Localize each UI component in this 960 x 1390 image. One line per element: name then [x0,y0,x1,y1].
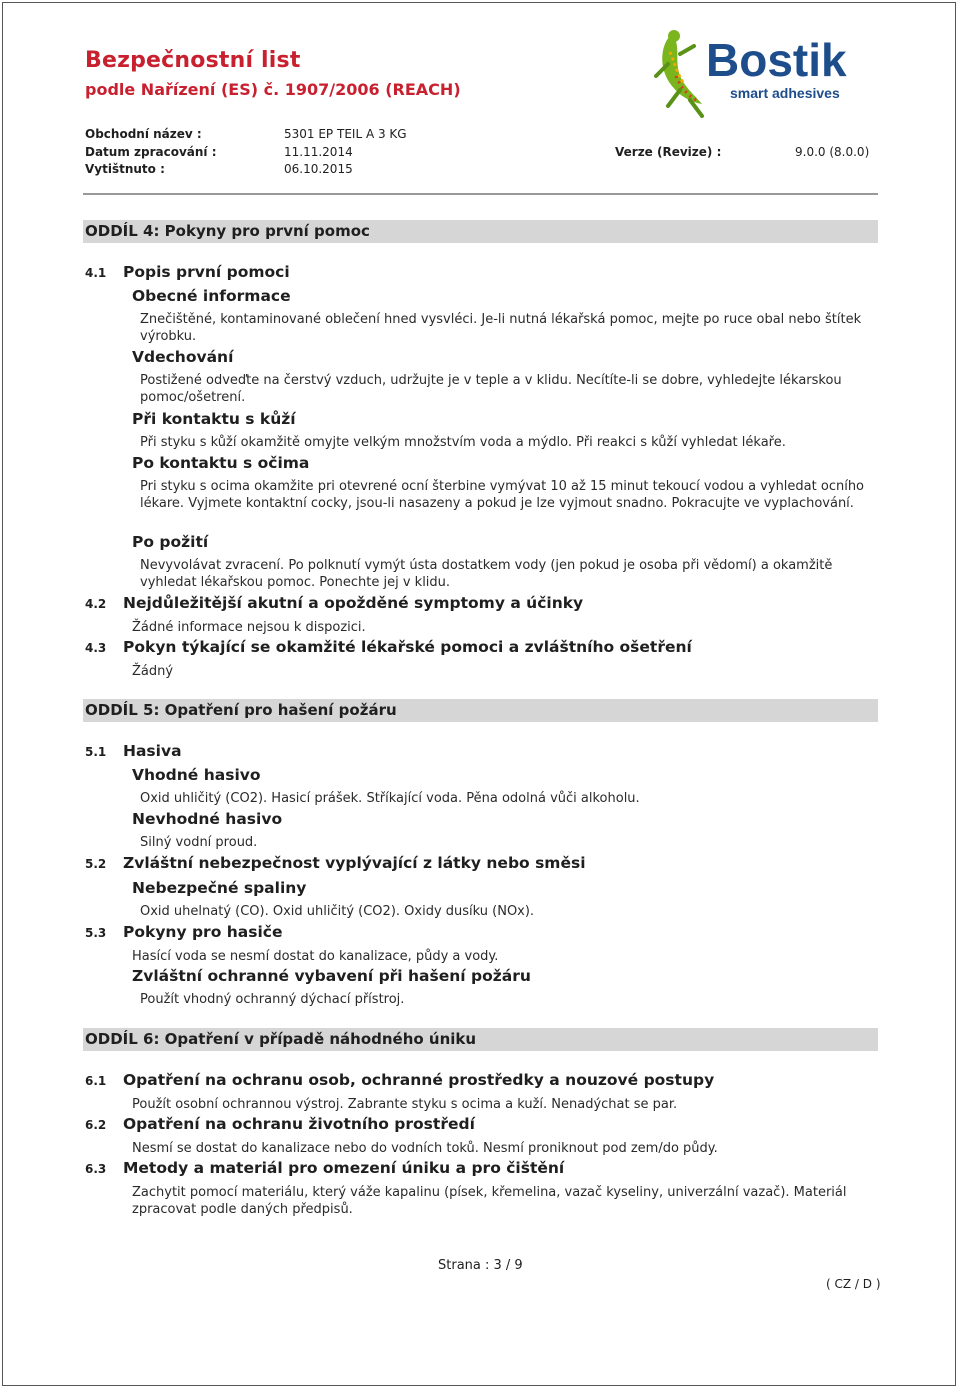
section-4-header: ODDÍL 4: Pokyny pro první pomoc [83,220,878,243]
text-containment-methods: Zachytit pomocí materiálu, který váže kapalinu (písek, křemelina, vazač kyseliny, univerzální vazač). Materiál zpracovat podle daných předpisů. [132,1185,847,1217]
subsection-title: Metody a materiál pro omezení úniku a pro čištění [123,1159,565,1177]
subsection-title: Zvláštní nebezpečnost vyplývající z látky nebo směsi [123,854,586,872]
heading-unsuitable-media: Nevhodné hasivo [132,810,283,828]
subsection-title: Opatření na ochranu životního prostředí [123,1115,475,1133]
subsection-title: Hasiva [123,742,182,760]
printed-value: 06.10.2015 [284,162,353,176]
subsection-title: Opatření na ochranu osob, ochranné prostředky a nouzové postupy [123,1071,715,1089]
section-number: 5.1 [85,745,107,759]
date-value: 11.11.2014 [284,145,353,159]
heading-inhalation: Vdechování [132,348,234,366]
trade-name-value: 5301 EP TEIL A 3 KG [284,127,407,141]
version-label: Verze (Revize) : [615,145,722,159]
text-symptoms: Žádné informace nejsou k dispozici. [132,620,366,635]
subsection-title: Nejdůležitější akutní a opožděné symptomy a účinky [123,594,584,612]
text-environmental-precautions: Nesmí se dostat do kanalizace nebo do vodních toků. Nesmí proniknout pod zem/do půdy. [132,1141,718,1156]
subsection-title: Popis první pomoci [123,263,290,281]
section-number: 6.3 [85,1162,107,1176]
text-firefighter-advice: Hasící voda se nesmí dostat do kanalizace, půdy a vody. [132,949,499,964]
text-ingestion: Nevyvolávat zvracení. Po polknutí vymýt ústa dostatkem vody (jen pokud je osoba při vědomí) a okamžitě vyhledat lékařskou pomoc. Ponechte jej v klidu. [140,558,833,590]
page-number: Strana : 3 / 9 [438,1258,523,1273]
gecko-icon [656,30,702,116]
subsection-title: Pokyn týkající se okamžité lékařské pomoci a zvláštního ošetření [123,638,692,656]
section-number: 4.3 [85,641,107,655]
heading-eye-contact: Po kontaktu s očima [132,454,310,472]
document-title: Bezpečnostní list [85,48,301,73]
printed-label: Vytištnuto : [85,162,165,176]
text-personal-precautions: Použít osobní ochrannou výstroj. Zabrante styku s ocima a kuží. Nenadýchat se par. [132,1097,678,1112]
text-inhalation: Postižené odveďte na čerstvý vzduch, udržujte je v teple a v klidu. Necítíte-li se dobre, vyhledejte lékarskou pomoc/ošetrení. [140,373,842,405]
section-number: 4.2 [85,597,107,611]
heading-general-info: Obecné informace [132,287,291,305]
version-value: 9.0.0 (8.0.0) [795,145,870,159]
svg-text:Bostik: Bostik [706,34,847,86]
text-medical-attention: Žádný [132,664,174,679]
text-general-info: Znečištěné, kontaminované oblečení hned vysvléci. Je-li nutná lékařská pomoc, mejte po ruce obal nebo štítek výrobku. [140,312,862,344]
heading-skin-contact: Při kontaktu s kůží [132,410,296,428]
section-number: 6.1 [85,1074,107,1088]
subsection-title: Pokyny pro hasiče [123,923,283,941]
document-subtitle: podle Nařízení (ES) č. 1907/2006 (REACH) [85,80,461,99]
heading-hazardous-combustion: Nebezpečné spaliny [132,879,307,897]
section-6-header: ODDÍL 6: Opatření v případě náhodného úniku [83,1028,878,1051]
text-skin-contact: Při styku s kůží okamžitě omyjte velkým množstvím voda a mýdlo. Při reakci s kůží vyhledat lékaře. [140,435,786,450]
section-number: 4.1 [85,266,107,280]
bostik-logo [650,24,880,124]
heading-ingestion: Po požití [132,533,209,551]
heading-protective-equipment: Zvláštní ochranné vybavení při hašení požáru [132,967,531,985]
section-5-header: ODDÍL 5: Opatření pro hašení požáru [83,699,878,722]
svg-text:smart adhesives: smart adhesives [730,85,840,101]
section-number: 5.2 [85,857,107,871]
text-hazardous-combustion: Oxid uhelnatý (CO). Oxid uhličitý (CO2). Oxidy dusíku (NOx). [140,904,535,919]
text-eye-contact: Pri styku s ocima okamžite pri otevrené ocní šterbine vymývat 10 až 15 minut tekoucí vodou a vyhledat ocního lékare. Vyjmete kontaktní cocky, jsou-li nasazeny a pokud je lze vyjmout snadno. Pokracujte ve vyplachování. [140,479,865,511]
trade-name-label: Obchodní název : [85,127,202,141]
text-unsuitable-media: Silný vodní proud. [140,835,258,850]
header-divider [83,193,878,195]
section-number: 6.2 [85,1118,107,1132]
heading-suitable-media: Vhodné hasivo [132,766,261,784]
page-border [2,2,956,1386]
text-suitable-media: Oxid uhličitý (CO2). Hasicí prášek. Stříkající voda. Pěna odolná vůči alkoholu. [140,791,640,806]
text-protective-equipment: Použít vhodný ochranný dýchací přístroj. [140,992,405,1007]
section-number: 5.3 [85,926,107,940]
locale-code: ( CZ / D ) [826,1277,881,1291]
date-label: Datum zpracování : [85,145,217,159]
